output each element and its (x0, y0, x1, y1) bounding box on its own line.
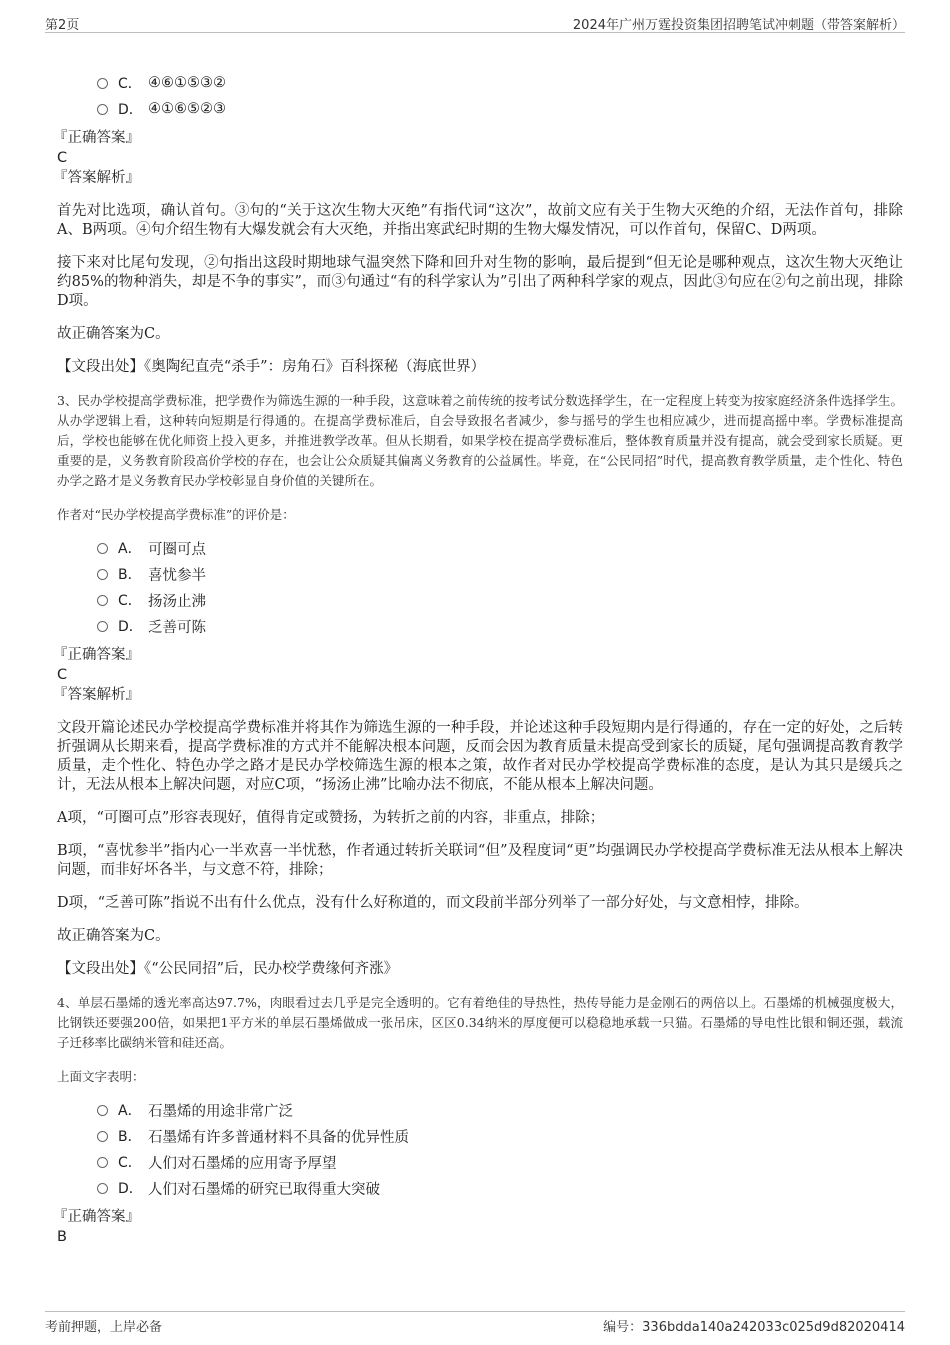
analysis-paragraph: 故正确答案为C。 (57, 326, 170, 342)
analysis-paragraph: A项，“可圈可点”形容表现好，值得肯定或赞扬，为转折之前的内容，非重点，排除； (57, 810, 605, 826)
document-title: 2024年广州万霆投资集团招聘笔试冲刺题（带答案解析） (572, 18, 905, 33)
page-content (53, 70, 903, 1247)
q2-options (57, 70, 903, 122)
analysis-label: 『答案解析』 (53, 687, 140, 703)
correct-answer: C (57, 667, 68, 683)
q3-stem: 3、民办学校提高学费标准，把学费作为筛选生源的一种手段，这意味着之前传统的按考试分数选择学生，在一定程度上转变为按家庭经济条件选择学生。从办学逻辑上看，这种转向短期是行得通的。在提高学费标准后，自会导致报名者减少，参与摇号的学生也相应减少，进而提高摇中率。学费标准提高后，学校也能够在优化师资上投入更多，并推进教学改革。但从长期看，如果学校在提高学费标准后，整体教育质量并没有提高，就会受到家长质疑。更重要的是，义务教育阶段高价学校的存在，也会让公众质疑其偏离义务教育的公益属性。毕竟，在“公民同招”时代，提高教育教学质量，走个性化、特色办学之路才是义务教育民办学校彰显自身价值的关键所在。 (57, 393, 903, 488)
code-label: 编号： (603, 1320, 643, 1335)
radio-icon[interactable] (97, 621, 108, 632)
radio-icon[interactable] (97, 1131, 108, 1142)
q3-options (57, 535, 903, 639)
radio-icon[interactable] (97, 1105, 108, 1116)
correct-answer-label: 『正确答案』 (53, 647, 140, 663)
code-value: 336bdda140a242033c025d9d82020414 (642, 1320, 905, 1335)
q4-options (57, 1097, 903, 1201)
q4-stem: 4、单层石墨烯的透光率高达97.7%，肉眼看过去几乎是完全透明的。它有着绝佳的导热性，热传导能力是金刚石的两倍以上。石墨烯的机械强度极大，比钢铁还要强200倍，如果把1平方米的单层石墨烯做成一张吊床，区区0.34纳米的厚度便可以稳稳地承载一只猫。石墨烯的导电性比银和铜还强，载流子迁移率比碳纳米管和硅还高。 (57, 995, 903, 1050)
q4-option-a[interactable]: A． 石墨烯的用途非常广泛 (97, 1097, 903, 1123)
radio-icon[interactable] (97, 543, 108, 554)
page-header (45, 10, 905, 33)
q4-option-c[interactable]: C． 人们对石墨烯的应用寄予厚望 (97, 1149, 903, 1175)
correct-answer: C (57, 150, 68, 166)
analysis-label: 『答案解析』 (53, 170, 140, 186)
footer-slogan: 考前押题，上岸必备 (45, 1320, 163, 1335)
q2-option-d[interactable]: D． ④①⑥⑤②③ (97, 96, 903, 122)
q3-question: 作者对“民办学校提高学费标准”的评价是： (57, 507, 295, 522)
analysis-paragraph: B项，“喜忧参半”指内心一半欢喜一半忧愁，作者通过转折关联词“但”及程度词“更”均强调民办学校提高学费标准无法从根本上解决问题，而非好坏各半，与文意不符，排除； (57, 843, 903, 878)
source-note: 【文段出处】《“公民同招”后，民办校学费缘何齐涨》 (57, 961, 399, 977)
correct-answer: B (57, 1229, 67, 1245)
radio-icon[interactable] (97, 104, 108, 115)
analysis-paragraph: 首先对比选项，确认首句。③句的“关于这次生物大灭绝”有指代词“这次”，故前文应有关于生物大灭绝的介绍，无法作首句，排除A、B两项。④句介绍生物有大爆发就会有大灭绝，并指出寒武纪时期的生物大爆发情况，可以作首句，保留C、D两项。 (57, 203, 903, 238)
q2-option-c[interactable]: C． ④⑥①⑤③② (97, 70, 903, 96)
q3-option-a[interactable]: A． 可圈可点 (97, 535, 903, 561)
analysis-paragraph: D项，“乏善可陈”指说不出有什么优点，没有什么好称道的，而文段前半部分列举了一部分好处，与文意相悖，排除。 (57, 895, 809, 911)
document-code (603, 1316, 905, 1335)
q3-option-d[interactable]: D． 乏善可陈 (97, 613, 903, 639)
correct-answer-label: 『正确答案』 (53, 130, 140, 146)
analysis-paragraph: 故正确答案为C。 (57, 928, 170, 944)
page-number: 第2页 (45, 18, 80, 33)
q3-option-c[interactable]: C． 扬汤止沸 (97, 587, 903, 613)
q4-question: 上面文字表明： (57, 1069, 145, 1084)
radio-icon[interactable] (97, 1183, 108, 1194)
page-footer (45, 1311, 905, 1336)
q3-option-b[interactable]: B． 喜忧参半 (97, 561, 903, 587)
q4-option-d[interactable]: D． 人们对石墨烯的研究已取得重大突破 (97, 1175, 903, 1201)
analysis-paragraph: 文段开篇论述民办学校提高学费标准并将其作为筛选生源的一种手段，并论述这种手段短期内是行得通的，存在一定的好处，之后转折强调从长期来看，提高学费标准的方式并不能解决根本问题，反而会因为教育质量未提高受到家长的质疑，尾句强调提高教育教学质量，走个性化、特色办学之路才是民办学校筛选生源的根本之策，故作者对民办学校提高学费标准的态度，是认为其只是缓兵之计，无法从根本上解决问题，对应C项，“扬汤止沸”比喻办法不彻底，不能从根本上解决问题。 (57, 720, 903, 793)
radio-icon[interactable] (97, 1157, 108, 1168)
radio-icon[interactable] (97, 569, 108, 580)
radio-icon[interactable] (97, 78, 108, 89)
analysis-paragraph: 接下来对比尾句发现，②句指出这段时期地球气温突然下降和回升对生物的影响，最后提到“但无论是哪种观点，这次生物大灭绝让约85%的物种消失，却是不争的事实”，而③句通过“有的科学家认为”引出了两种科学家的观点，因此③句应在②句之前出现，排除D项。 (57, 255, 903, 309)
correct-answer-label: 『正确答案』 (53, 1209, 140, 1225)
source-note: 【文段出处】《奥陶纪直壳“杀手”：房角石》百科探秘（海底世界） (57, 359, 486, 375)
q4-option-b[interactable]: B． 石墨烯有许多普通材料不具备的优异性质 (97, 1123, 903, 1149)
radio-icon[interactable] (97, 595, 108, 606)
